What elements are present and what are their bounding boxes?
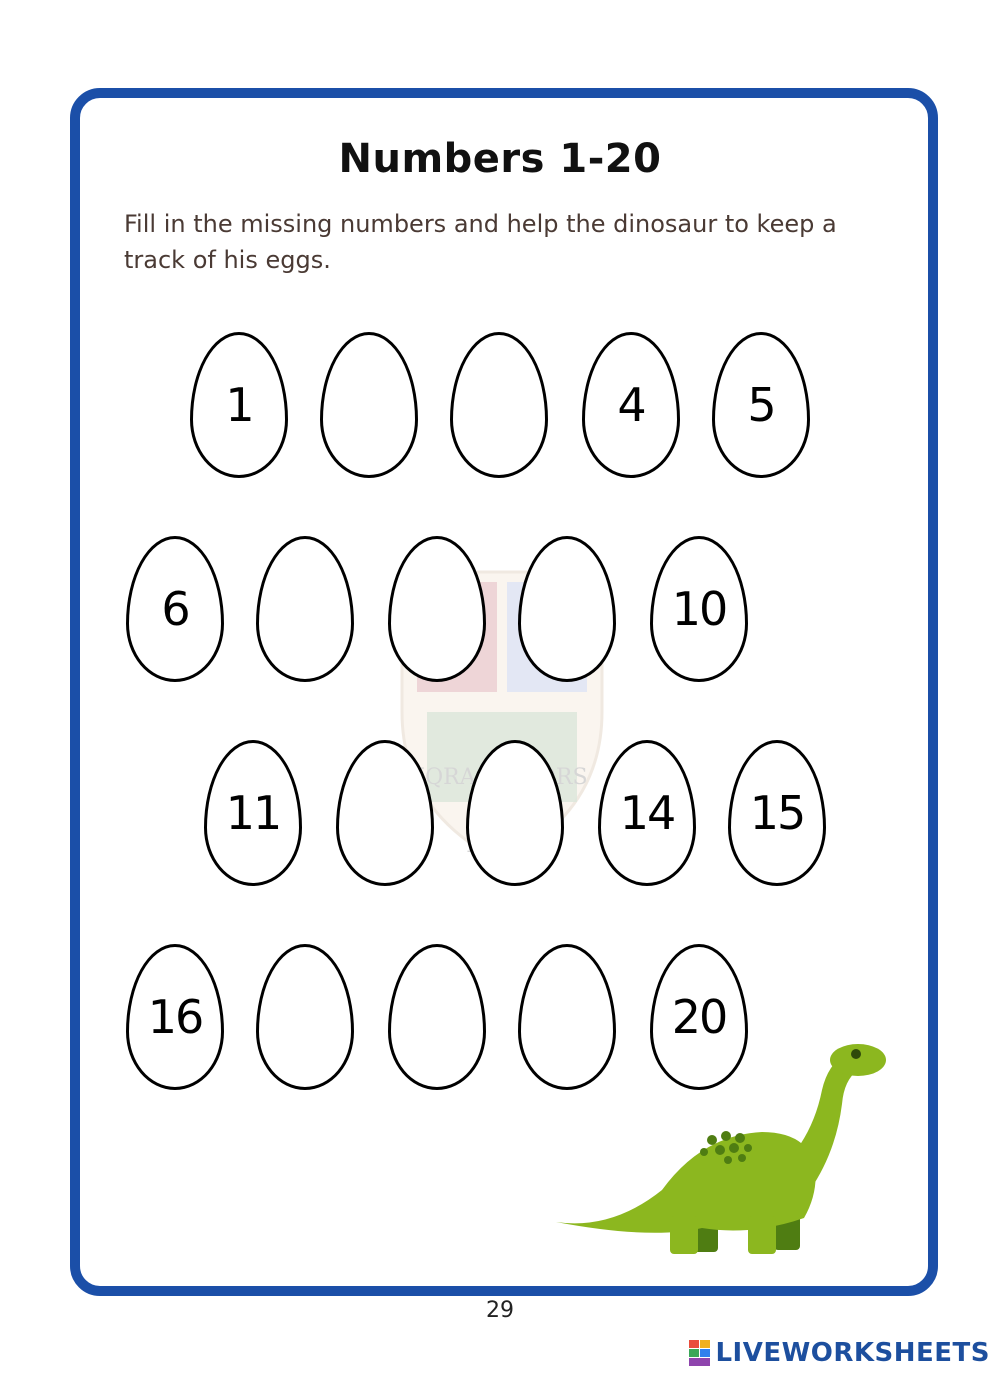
egg-14: 14 bbox=[598, 740, 696, 886]
egg-16: 16 bbox=[126, 944, 224, 1090]
egg-1: 1 bbox=[190, 332, 288, 478]
egg-11: 11 bbox=[204, 740, 302, 886]
egg-5: 5 bbox=[712, 332, 810, 478]
dinosaur-illustration bbox=[552, 1040, 892, 1260]
egg-4: 4 bbox=[582, 332, 680, 478]
egg-15: 15 bbox=[728, 740, 826, 886]
egg-6: 6 bbox=[126, 536, 224, 682]
liveworksheets-logo-icon bbox=[689, 1340, 711, 1366]
page-number: 29 bbox=[486, 1298, 514, 1323]
page-title: Numbers 1-20 bbox=[338, 136, 662, 182]
egg-10: 10 bbox=[650, 536, 748, 682]
brand-watermark bbox=[689, 1338, 990, 1368]
instructions-text: Fill in the missing numbers and help the dinosaur to keep a track of his eggs. bbox=[124, 210, 837, 274]
brand-name: LIVEWORKSHEETS bbox=[715, 1338, 990, 1368]
egg-20: 20 bbox=[650, 944, 748, 1090]
